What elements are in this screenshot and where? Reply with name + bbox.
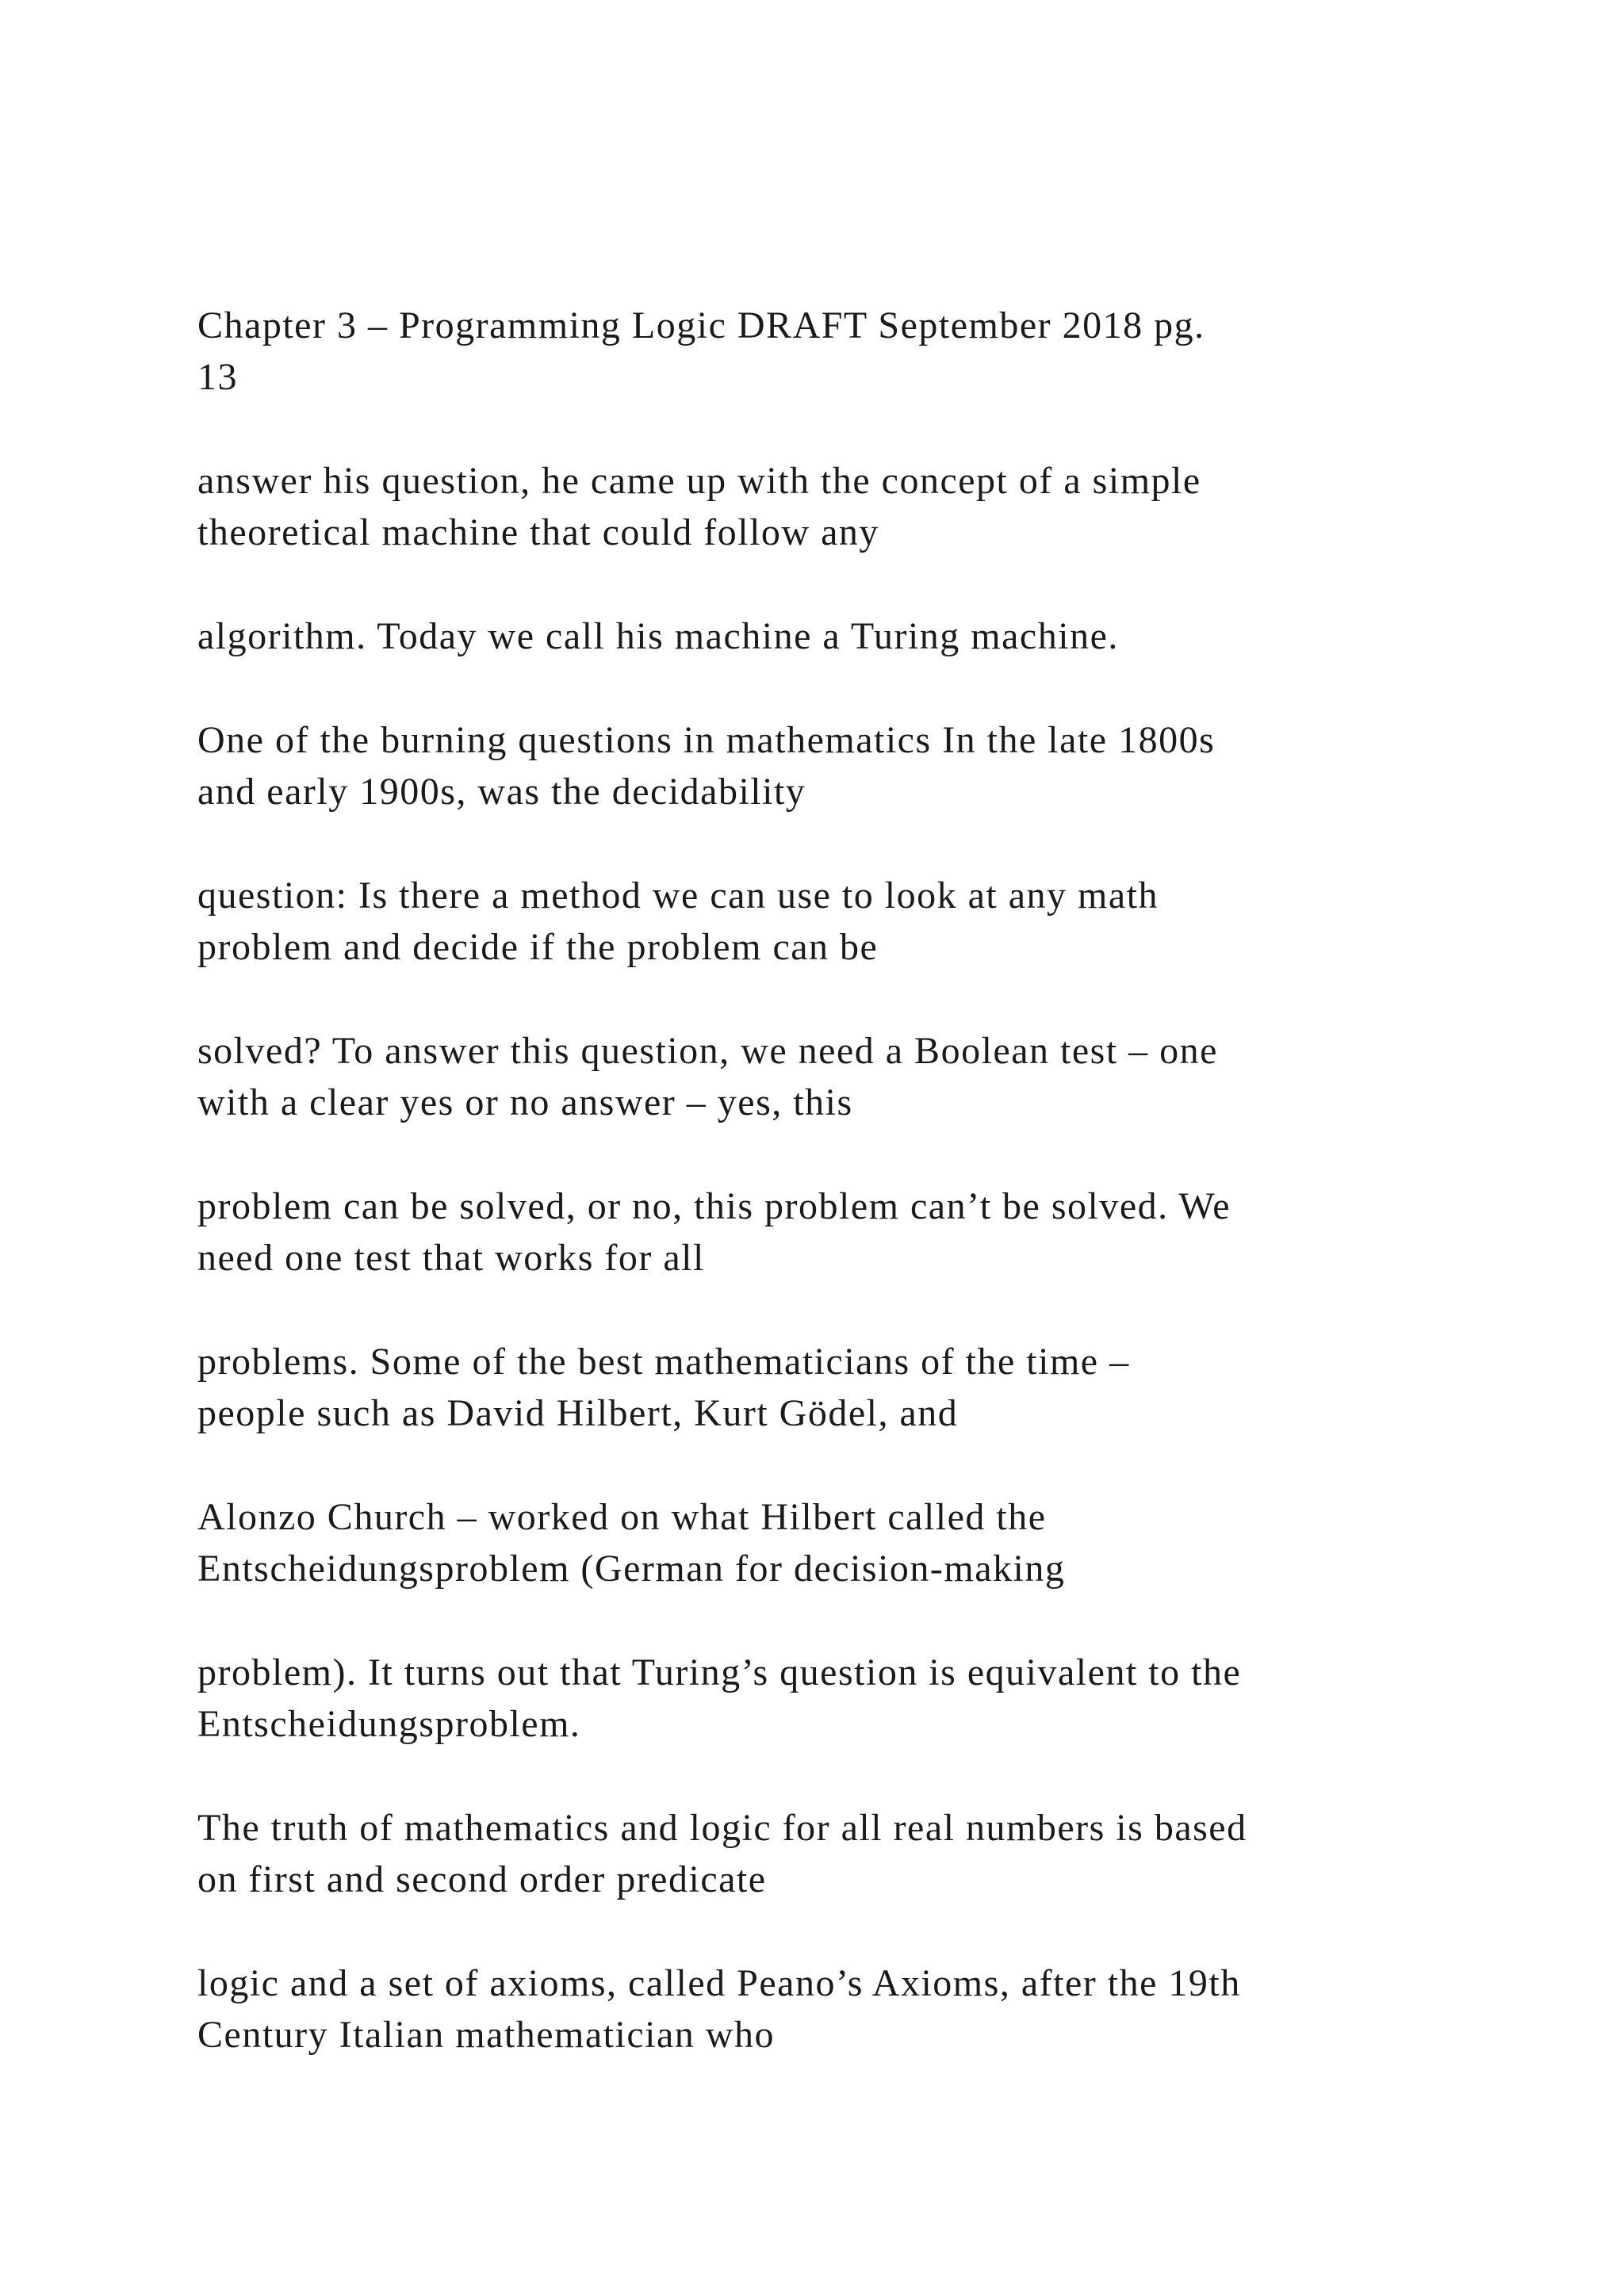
paragraph <box>197 1025 1498 1128</box>
paragraph <box>197 455 1498 558</box>
page-header <box>197 300 1498 403</box>
paragraph-line: people such as David Hilbert, Kurt Gödel, and <box>197 1392 959 1434</box>
document-body <box>197 300 1498 2113</box>
paragraph-line: problems. Some of the best mathematicians of the time – <box>197 1341 1130 1383</box>
paragraph-line: question: Is there a method we can use to look at any math <box>197 874 1159 916</box>
header-line: 13 <box>197 356 238 398</box>
paragraph-line: Alonzo Church – worked on what Hilbert called the <box>197 1496 1047 1538</box>
paragraph-line: and early 1900s, was the decidability <box>197 771 806 813</box>
paragraph-line: The truth of mathematics and logic for all real numbers is based <box>197 1807 1247 1849</box>
paragraph <box>197 1181 1498 1284</box>
paragraph-line: with a clear yes or no answer – yes, this <box>197 1081 853 1123</box>
paragraph <box>197 870 1498 973</box>
paragraph-line: Century Italian mathematician who <box>197 2014 775 2056</box>
paragraph-line: answer his question, he came up with the concept of a simple <box>197 460 1201 502</box>
paragraph <box>197 1957 1498 2061</box>
paragraph-line: problem and decide if the problem can be <box>197 926 879 968</box>
paragraph-line: logic and a set of axioms, called Peano’s Axioms, after the 19th <box>197 1962 1241 2004</box>
paragraph-line: theoretical machine that could follow any <box>197 511 879 553</box>
header-line: Chapter 3 – Programming Logic DRAFT September 2018 pg. <box>197 304 1205 346</box>
paragraph <box>197 1336 1498 1439</box>
paragraph-line: need one test that works for all <box>197 1237 705 1279</box>
paragraph <box>197 610 1498 662</box>
paragraph-line: Entscheidungsproblem. <box>197 1703 581 1745</box>
paragraph-line: Entscheidungsproblem (German for decision-making <box>197 1548 1066 1590</box>
paragraph-line: One of the burning questions in mathematics In the late 1800s <box>197 719 1216 761</box>
paragraph-line: problem). It turns out that Turing’s question is equivalent to the <box>197 1651 1242 1693</box>
paragraph-line: on first and second order predicate <box>197 1858 767 1900</box>
paragraph <box>197 1491 1498 1594</box>
paragraph <box>197 1802 1498 1905</box>
paragraph-line: algorithm. Today we call his machine a Turing machine. <box>197 615 1119 657</box>
paragraph <box>197 714 1498 817</box>
paragraph-line: problem can be solved, or no, this problem can’t be solved. We <box>197 1185 1231 1227</box>
paragraph <box>197 1647 1498 1750</box>
paragraph-line: solved? To answer this question, we need a Boolean test – one <box>197 1030 1218 1072</box>
